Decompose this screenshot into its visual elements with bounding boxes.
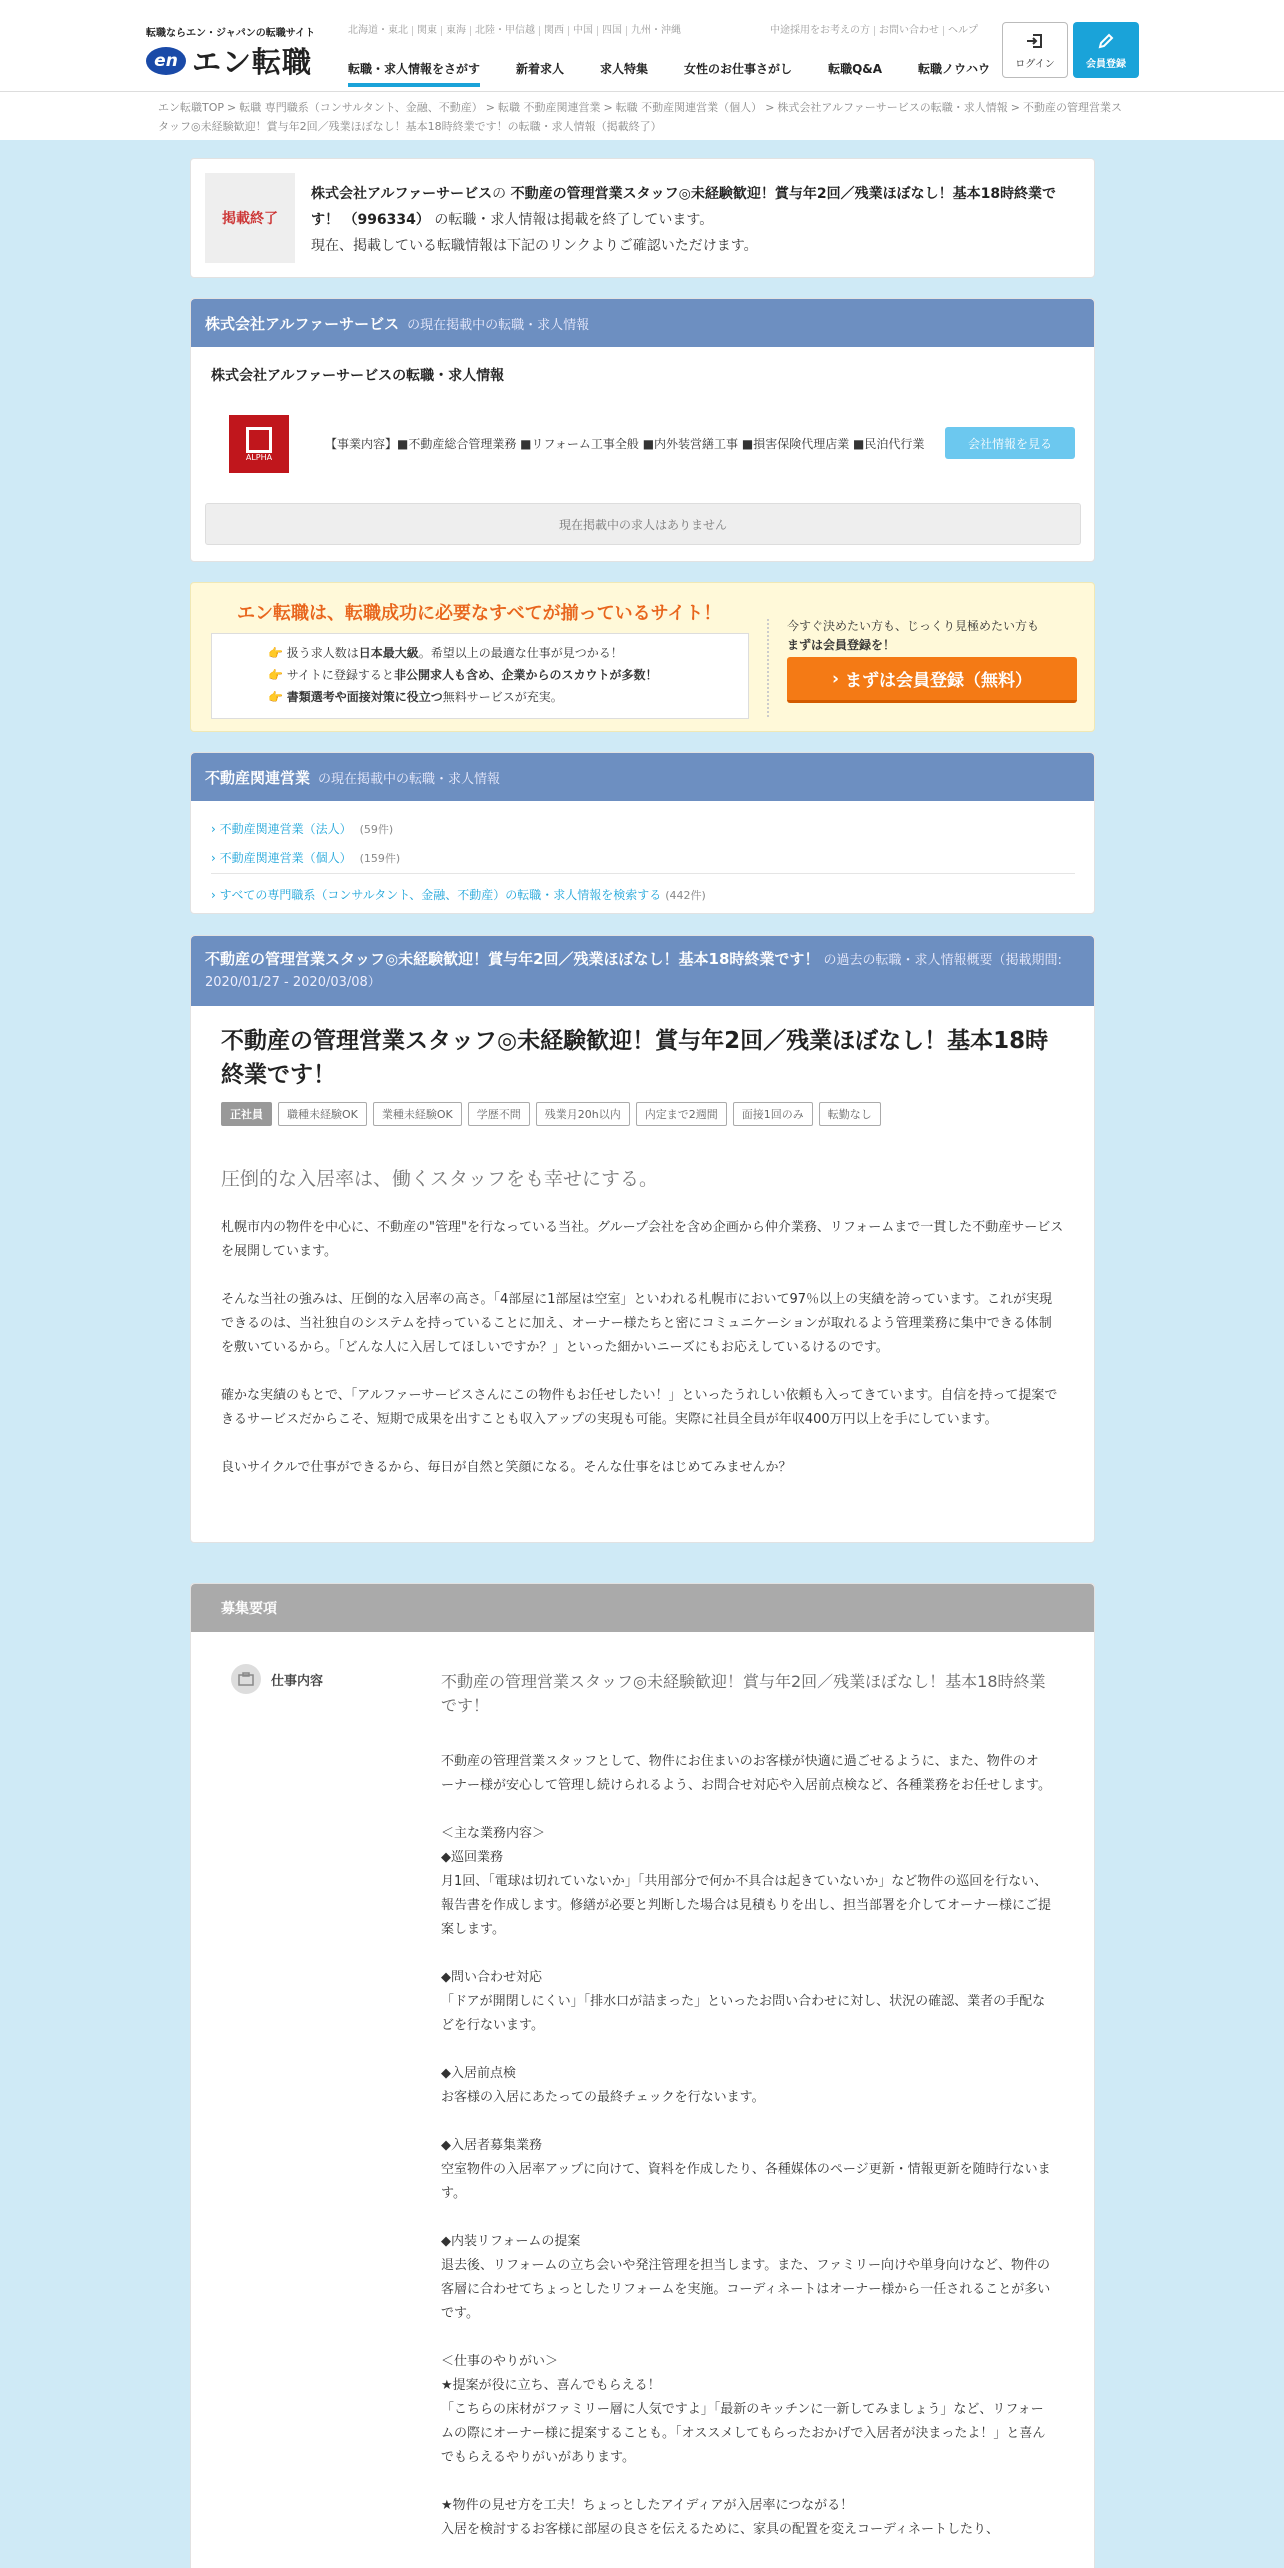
login-button[interactable] (1002, 22, 1068, 78)
region-links (348, 26, 685, 36)
ended-job-id: （996334） (343, 212, 430, 228)
benefit-item: 👉 書類選考や面接対策に役立つ無料サービスが充実。 (268, 690, 563, 704)
recruiter-link[interactable]: 中途採用をお考えの方 (770, 25, 870, 36)
company-name[interactable]: 株式会社アルファーサービス (205, 314, 400, 333)
job-tags (221, 1102, 881, 1126)
job-panel-header (191, 936, 1094, 1006)
all-jobs-link-row (211, 881, 706, 910)
breadcrumb-item[interactable]: 転職 不動産関連営業（個人） (615, 101, 763, 114)
chevron-right-icon: › (211, 888, 220, 902)
company-business: 【事業内容】■不動産総合管理業務 ■リフォーム工事全般 ■内外装営繕工事 ■損害保険代理店業 ■民泊代行業 (325, 437, 925, 451)
benefit-item: 👉 扱う求人数は日本最大級。希望以上の最適な仕事が見つかる！ (268, 646, 623, 660)
req-paragraph: ◆入居者募集業務 空室物件の入居率アップに向けて、資料を作成したり、各種媒体のページ更新・情報更新を随時行ないます。 (441, 2138, 1051, 2201)
tag-badge: 面接1回のみ (733, 1102, 813, 1126)
promo-benefits (211, 633, 749, 719)
utility-links (766, 26, 982, 36)
promo-right-text (787, 617, 1039, 655)
site-header (0, 0, 1284, 92)
ended-msg2: 現在、掲載している転職情報は下記のリンクよりご確認いただけます。 (311, 238, 758, 254)
ended-msg1: の転職・求人情報は掲載を終了しています。 (434, 212, 714, 228)
region-link[interactable]: 関西 (539, 26, 568, 36)
alpha-logo-icon (246, 427, 272, 453)
signup-cta-button[interactable] (787, 657, 1077, 703)
nav-women-jobs[interactable]: 女性のお仕事さがし (684, 62, 793, 76)
job-paragraph: そんな当社の強みは、圧倒的な入居率の高さ。「4部屋に1部屋は空室」といわれる札幌市において97％以上の実績を誇っています。これが実現できるのは、当社独自のシステムを持っていることに加え、オーナー様たちと密にコミュニケーションが取れるよう管理業務に集中できる体制を敷いているから。「どんな人に入居してほしいですか？」といった細かいニーズにもお応えしているけるのです。 (221, 1292, 1053, 1355)
ended-particle: の (492, 186, 507, 202)
related-category-panel (190, 752, 1095, 914)
login-label: ログイン (1015, 58, 1055, 70)
req-paragraph: ◆問い合わせ対応 「ドアが開閉しにくい」「排水口が詰まった」といったお問い合わせに対し、状況の確認、業者の手配などを行ないます。 (441, 1970, 1046, 2033)
promo-line1: 今すぐ決めたい方も、じっくり見極めたい方も (787, 619, 1040, 633)
job-content-label-text: 仕事内容 (271, 1673, 324, 1689)
company-logo-caption: ALPHA (245, 452, 273, 462)
benefit-post: 無料サービスが充実。 (442, 690, 563, 704)
ended-badge: 掲載終了 (205, 173, 295, 263)
region-link[interactable]: 中国 (568, 26, 597, 36)
promo-divider (767, 619, 769, 717)
requirements-panel (190, 1583, 1095, 2568)
signup-button[interactable] (1073, 22, 1139, 78)
job-description (221, 1216, 1064, 1504)
promo-title: エン転職は、転職成功に必要なすべてが揃っているサイト！ (237, 603, 722, 624)
ended-company: 株式会社アルファーサービス (311, 186, 493, 202)
breadcrumb-item[interactable]: 転職 不動産関連営業 (497, 101, 601, 114)
pencil-icon (1096, 31, 1116, 51)
chevron-right-icon: › (831, 668, 839, 689)
job-paragraph: 札幌市内の物件を中心に、不動産の"管理"を行なっている当社。グループ会社を含め企画から仲介業務、リフォームまで一貫した不動産サービスを展開しています。 (221, 1220, 1064, 1259)
company-info-button[interactable] (945, 427, 1075, 459)
req-paragraph: 不動産の管理営業スタッフとして、物件にお住まいのお客様が快適に過ごせるように、また、物件のオーナー様が安心して管理し続けられるよう、お問合せ対応や入居前点検など、各種業務をお任せします。 (441, 1754, 1051, 1793)
no-jobs-message: 現在掲載中の求人はありません (205, 503, 1081, 545)
help-link[interactable]: ヘルプ (943, 26, 982, 36)
related-link[interactable]: 不動産関連営業（個人） (219, 851, 352, 865)
posting-ended-notice (190, 158, 1095, 278)
nav-knowhow[interactable]: 転職ノウハウ (918, 62, 991, 76)
benefit-post: 。希望以上の最適な仕事が見つかる！ (418, 646, 623, 660)
related-head-suffix: の現在掲載中の転職・求人情報 (318, 771, 501, 787)
related-count: (59件) (359, 823, 394, 836)
tag-badge: 転勤なし (819, 1102, 881, 1126)
tag-badge: 職種未経験OK (278, 1102, 367, 1126)
tag-badge: 残業月20h以内 (536, 1102, 630, 1126)
job-paragraph: 確かな実績のもとで、「アルファーサービスさんにこの物件もお任せしたい！」といったうれしい依頼も入ってきています。自信を持って提案できるサービスだからこそ、短期で成果を出すことも収入アップの実現も可能。実際に社員全員が年収400万円以上を手にしています。 (221, 1388, 1058, 1427)
breadcrumb-item[interactable]: 転職 専門職系（コンサルタント、金融、不動産） (239, 101, 483, 114)
company-info-label: 会社情報を見る (967, 436, 1052, 451)
requirements-title: 不動産の管理営業スタッフ◎未経験歓迎！賞与年2回／残業ほぼなし！基本18時終業です！ (441, 1672, 1046, 1715)
benefit-bold: 日本最大級 (358, 646, 419, 660)
region-link[interactable]: 東海 (441, 26, 470, 36)
benefit-pre: 扱う求人数は (286, 646, 359, 660)
related-count: (159件) (359, 852, 401, 865)
ended-message (311, 181, 1076, 259)
benefit-bold: 書類選考や面接対策に役立つ (286, 690, 443, 704)
nav-search-jobs[interactable]: 転職・求人情報をさがす (348, 60, 480, 87)
related-category: 不動産関連営業 (205, 768, 311, 787)
req-paragraph: ＜仕事のやりがい＞ ★提案が役に立ち、喜んでもらえる！ 「こちらの床材がファミリー層に人気ですよ」「最新のキッチンに一新してみましょう」など、リフォームの際にオーナー様に提案することも。「オススメしてもらったおかげで入居者が決まったよ！」と喜んでもらえるやりがいがあります。 (441, 2354, 1046, 2465)
job-content-label (231, 1664, 323, 1694)
ended-job-title: 不動産の管理営業スタッフ◎未経験歓迎！賞与年2回／残業ほぼなし！基本18時終業です！ (311, 186, 1057, 228)
breadcrumb-current: 不動産の管理営業スタッフ◎未経験歓迎！賞与年2回／残業ほぼなし！基本18時終業です！の転職・求人情報（掲載終了） (158, 101, 1122, 133)
nav-qa[interactable]: 転職Q&A (828, 62, 883, 76)
tag-badge: 内定まで2週間 (636, 1102, 727, 1126)
job-head-title: 不動産の管理営業スタッフ◎未経験歓迎！賞与年2回／残業ほぼなし！基本18時終業です！ (205, 950, 820, 968)
breadcrumb: エン転職TOP > 転職 専門職系（コンサルタント、金融、不動産） > 転職 不動産関連営業 > 転職 不動産関連営業（個人） > 株式会社アルファーサービスの転職・求人情報 > 不動産の管理営業スタッフ◎未経験歓迎！賞与年2回／残業ほぼなし！基本18時終業です！の転職・求人情報（掲載終了） (0, 92, 1284, 140)
region-link[interactable]: 四国 (597, 26, 626, 36)
login-icon (1025, 31, 1045, 51)
main-nav (348, 60, 1026, 87)
company-logo[interactable] (229, 415, 289, 473)
promo-line2: まずは会員登録を！ (787, 638, 896, 652)
benefit-item: 👉 サイトに登録すると非公開求人も含め、企業からのスカウトが多数！ (268, 668, 658, 682)
company-head-suffix: の現在掲載中の転職・求人情報 (407, 317, 590, 333)
requirements-text (441, 1750, 1051, 2566)
signup-promo (190, 582, 1095, 732)
tag-badge: 学歴不問 (468, 1102, 530, 1126)
chevron-right-icon: › (211, 822, 220, 836)
signup-cta-label: まずは会員登録（無料） (845, 671, 1032, 691)
signup-label: 会員登録 (1086, 58, 1126, 70)
past-job-summary (190, 935, 1095, 1543)
tag-badge: 正社員 (221, 1102, 272, 1126)
benefit-pre: サイトに登録すると (286, 668, 394, 682)
tag-badge: 業種未経験OK (373, 1102, 462, 1126)
requirements-header: 募集要項 (191, 1584, 1094, 1632)
all-jobs-link[interactable]: すべての専門職系（コンサルタント、金融、不動産）の転職・求人情報を検索する (219, 888, 662, 902)
all-jobs-count: (442件) (665, 889, 706, 902)
job-catchphrase: 圧倒的な入居率は、働くスタッフをも幸せにする。 (221, 1168, 659, 1190)
benefit-bold: 非公開求人も含め、企業からのスカウトが多数！ (393, 668, 658, 682)
related-links (211, 815, 400, 873)
related-panel-header (191, 753, 1094, 801)
region-link[interactable]: 北陸・甲信越 (470, 26, 539, 36)
contact-link[interactable]: お問い合わせ (874, 26, 943, 36)
related-link[interactable]: 不動産関連営業（法人） (219, 822, 352, 836)
job-paragraph: 良いサイクルで仕事ができるから、毎日が自然と笑顔になる。そんな仕事をはじめてみませんか？ (221, 1460, 792, 1475)
nav-features[interactable]: 求人特集 (600, 62, 649, 76)
nav-new-jobs[interactable]: 新着求人 (516, 62, 565, 76)
chevron-right-icon: › (211, 851, 220, 865)
job-head-suffix: の過去の転職・求人情報概要（掲載期間: 2020/01/27 - 2020/03/08） (205, 953, 1062, 990)
briefcase-icon (231, 1664, 261, 1694)
region-link[interactable]: 九州・沖縄 (626, 26, 685, 36)
list-item (211, 815, 400, 844)
job-title: 不動産の管理営業スタッフ◎未経験歓迎！賞与年2回／残業ほぼなし！基本18時終業です！ (221, 1028, 1049, 1088)
req-paragraph: ＜主な業務内容＞ ◆巡回業務 月1回、「電球は切れていないか」「共用部分で何か不具合は起きていないか」など物件の巡回を行ない、報告書を作成します。修繕が必要と判断した場合は見積もりを出し、担当部署を介してオーナー様にご提案します。 (441, 1826, 1051, 1937)
req-paragraph: ◆入居前点検 お客様の入居にあたっての最終チェックを行ないます。 (441, 2066, 765, 2105)
logo-text: エン転職 (192, 45, 313, 79)
company-panel-header (191, 299, 1094, 347)
site-logo[interactable] (146, 40, 312, 81)
req-paragraph: ★物件の見せ方を工夫！ちょっとしたアイディアが入居率につながる！ 入居を検討するお客様に部屋の良さを伝えるために、家具の配置を変えコーディネートしたり、 (441, 2498, 999, 2537)
company-jobs-panel (190, 298, 1095, 562)
breadcrumb-item[interactable]: エン転職TOP (158, 101, 225, 114)
logo-tagline: 転職ならエン・ジャパンの転職サイト (146, 28, 316, 39)
company-section-title: 株式会社アルファーサービスの転職・求人情報 (211, 368, 505, 384)
region-link[interactable]: 関東 (412, 26, 441, 36)
list-item (211, 844, 400, 873)
en-logo-mark: en (146, 47, 186, 75)
region-link[interactable]: 北海道・東北 (348, 25, 408, 36)
req-paragraph: ◆内装リフォームの提案 退去後、リフォームの立ち会いや発注管理を担当します。また、ファミリー向けや単身向けなど、物件の客層に合わせてちょっとしたリフォームを実施。コーディネートはオーナー様から一任されることが多いです。 (441, 2234, 1051, 2321)
breadcrumb-item[interactable]: 株式会社アルファーサービスの転職・求人情報 (777, 101, 1008, 114)
divider (211, 873, 1075, 874)
